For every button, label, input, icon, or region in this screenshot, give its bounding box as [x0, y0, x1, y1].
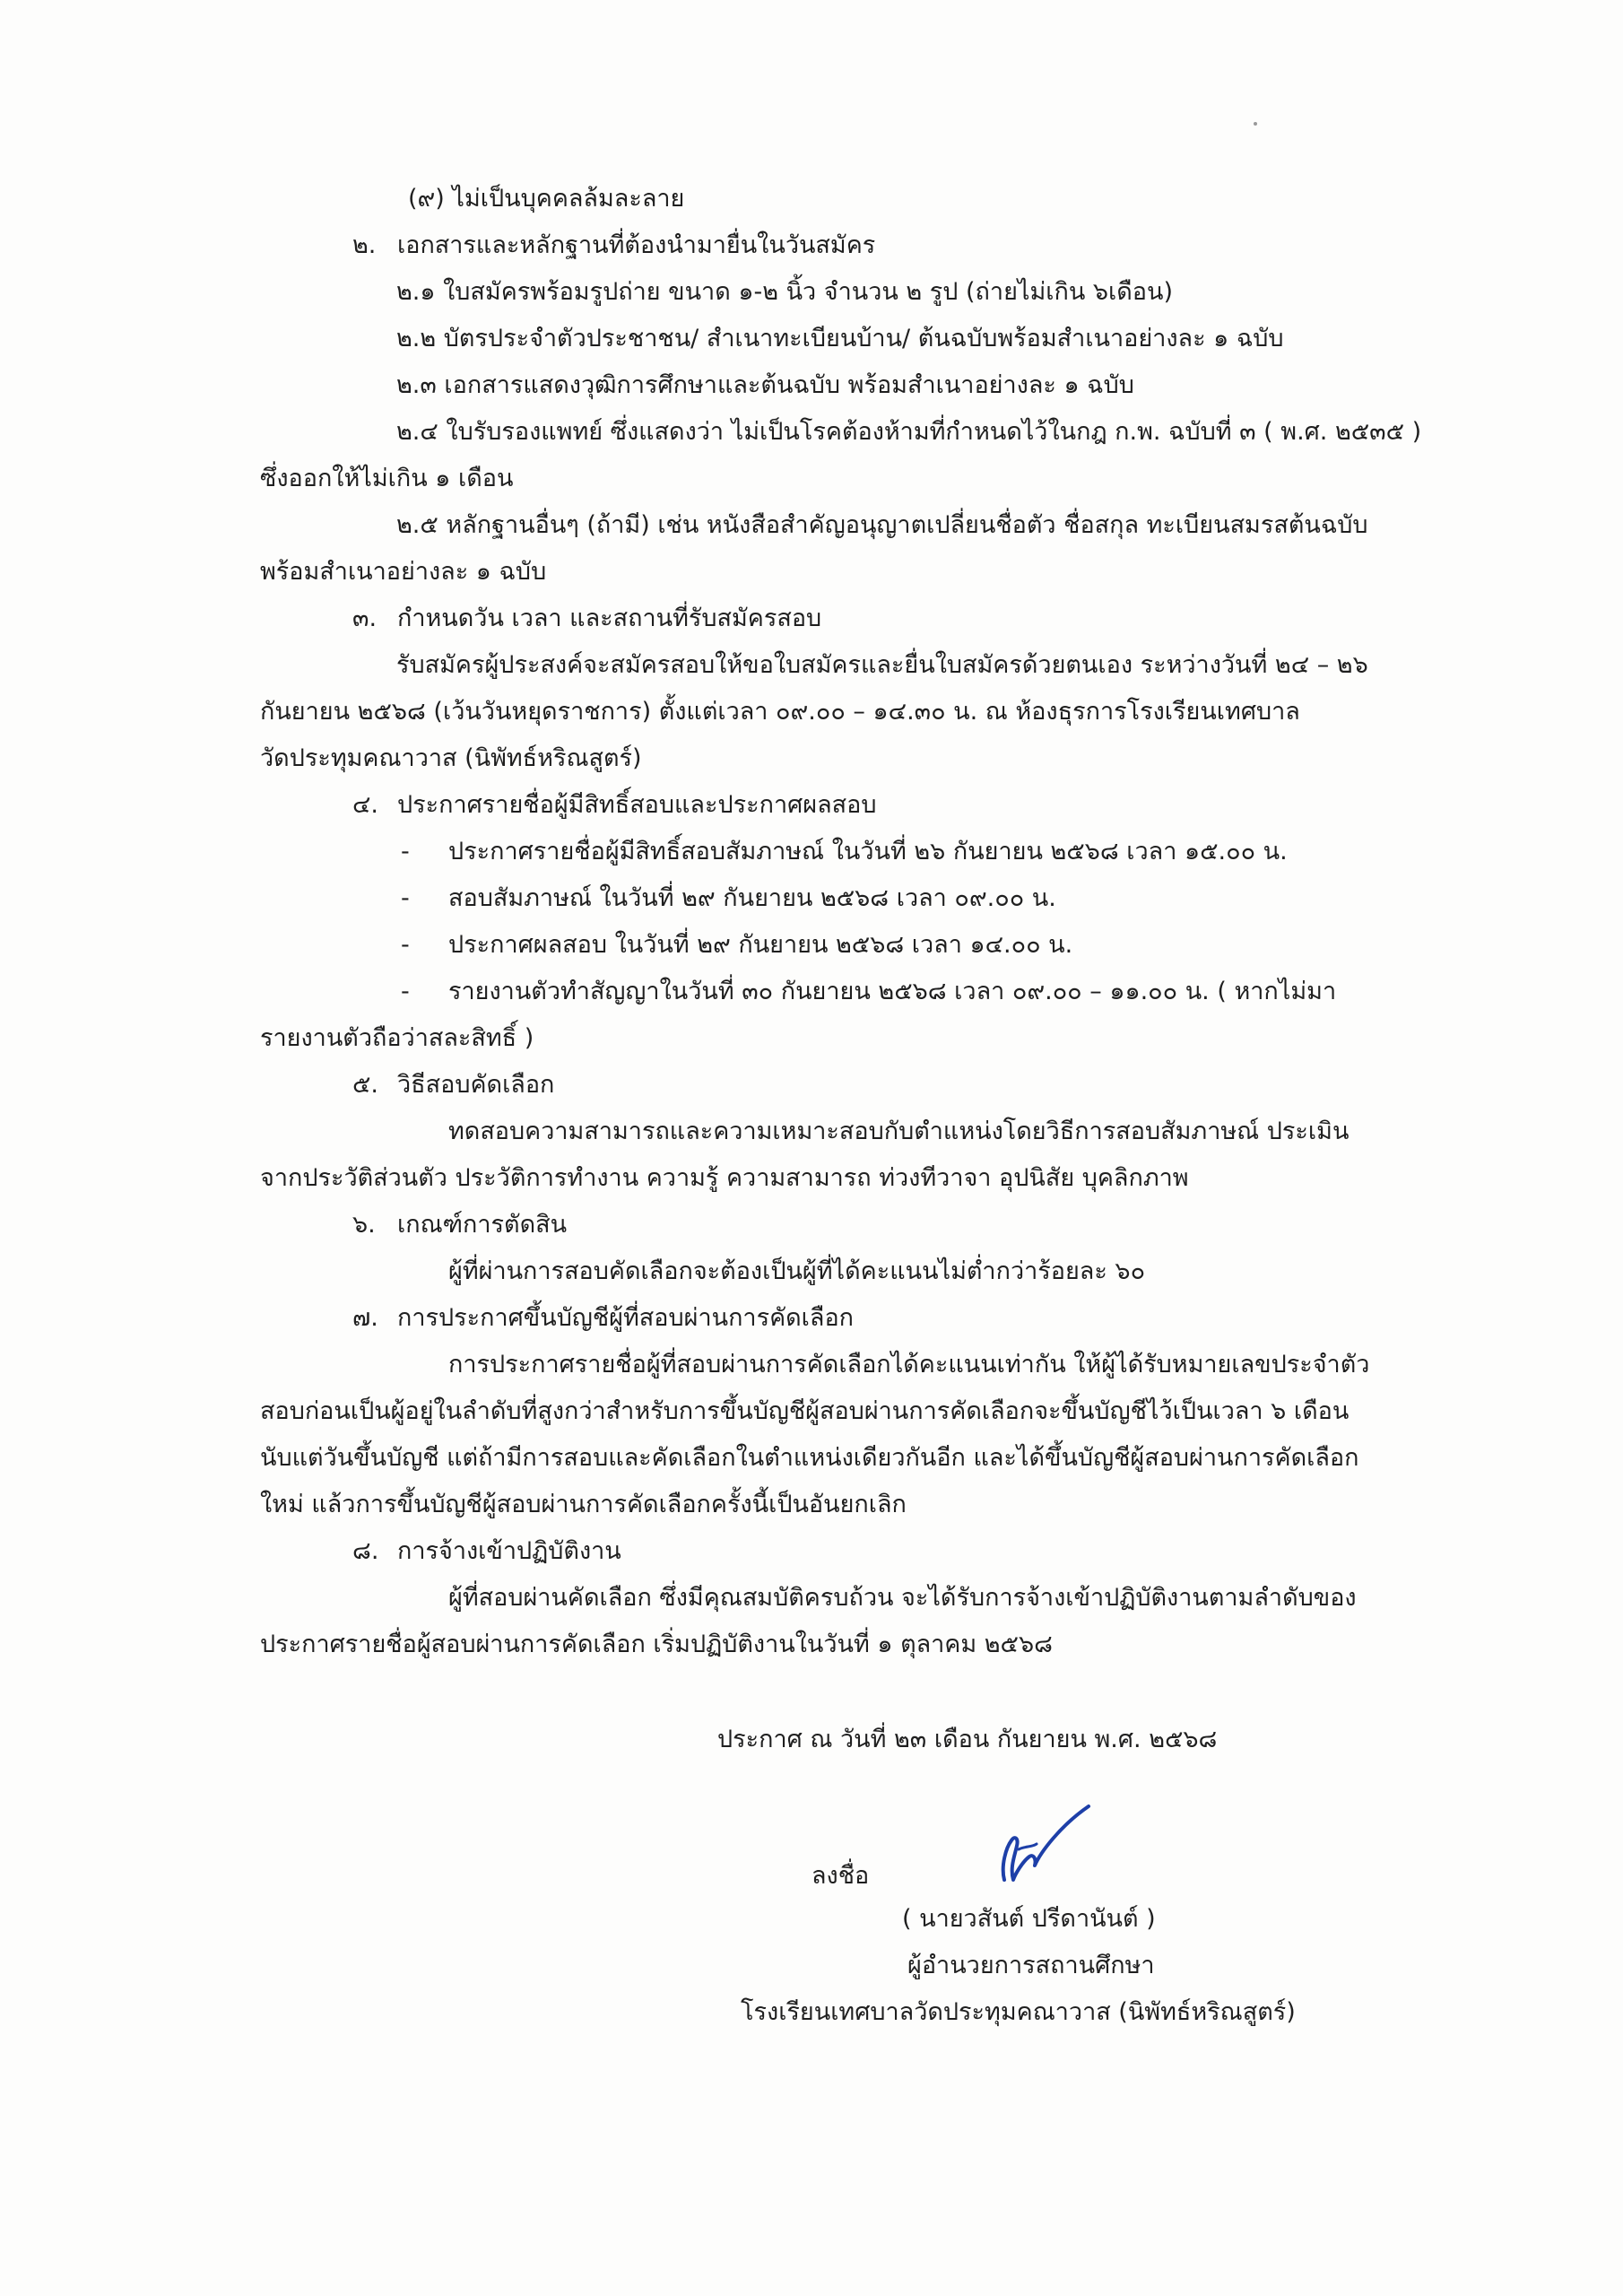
- bullet-dash: -: [401, 838, 410, 865]
- section-4-number: ๔.: [352, 791, 379, 819]
- section-2-1: ๒.๑ ใบสมัครพร้อมรูปถ่าย ขนาด ๑-๒ นิ้ว จำนวน ๒ รูป (ถ่ายไม่เกิน ๖เดือน): [396, 278, 1173, 306]
- scan-speck: [1254, 122, 1257, 126]
- section-2-number: ๒.: [352, 231, 377, 259]
- signatory-name: ( นายวสันต์ ปรีดานันต์ ): [902, 1905, 1156, 1933]
- section-5-number: ๕.: [352, 1071, 379, 1099]
- section-2-5-line1: ๒.๕ หลักฐานอื่นๆ (ถ้ามี) เช่น หนังสือสำคัญอนุญาตเปลี่ยนชื่อตัว ชื่อสกุล ทะเบียนสมรสต้นฉบับ: [396, 511, 1368, 539]
- bullet-dash: -: [401, 978, 410, 1005]
- section-3-para-line3: วัดประทุมคณาวาส (นิพัทธ์หริณสูตร์): [260, 744, 642, 772]
- section-4-bullet-3: ประกาศผลสอบ ในวันที่ ๒๙ กันยายน ๒๕๖๘ เวลา ๑๔.๐๐ น.: [448, 931, 1073, 959]
- section-2-4-line2: ซึ่งออกให้ไม่เกิน ๑ เดือน: [260, 465, 514, 492]
- section-7-para-line4: ใหม่ แล้วการขึ้นบัญชีผู้สอบผ่านการคัดเลือกครั้งนี้เป็นอันยกเลิก: [260, 1491, 907, 1518]
- section-6-number: ๖.: [352, 1211, 376, 1239]
- bullet-dash: -: [401, 884, 410, 912]
- section-8-para-line2: ประกาศรายชื่อผู้สอบผ่านการคัดเลือก เริ่มปฏิบัติงานในวันที่ ๑ ตุลาคม ๒๕๖๘: [260, 1631, 1053, 1658]
- section-5-para-line2: จากประวัติส่วนตัว ประวัติการทำงาน ความรู้ ความสามารถ ท่วงทีวาจา อุปนิสัย บุคลิกภาพ: [260, 1164, 1189, 1192]
- sign-label: ลงชื่อ: [812, 1862, 870, 1890]
- section-6-para: ผู้ที่ผ่านการสอบคัดเลือกจะต้องเป็นผู้ที่ได้คะแนนไม่ต่ำกว่าร้อยละ ๖๐: [448, 1257, 1146, 1285]
- announcement-date: ประกาศ ณ วันที่ ๒๓ เดือน กันยายน พ.ศ. ๒๕๖๘: [717, 1726, 1218, 1753]
- section-3-para-line2: กันยายน ๒๕๖๘ (เว้นวันหยุดราชการ) ตั้งแต่เวลา ๐๙.๐๐ – ๑๔.๓๐ น. ณ ห้องธุรการโรงเรียนเทศบาล: [260, 698, 1300, 726]
- section-4-bullet-4-line2: รายงานตัวถือว่าสละสิทธิ์ ): [260, 1024, 534, 1052]
- section-4-title: ประกาศรายชื่อผู้มีสิทธิ์สอบและประกาศผลสอบ: [397, 791, 877, 819]
- section-8-title: การจ้างเข้าปฏิบัติงาน: [397, 1537, 621, 1565]
- section-7-para-line1: การประกาศรายชื่อผู้ที่สอบผ่านการคัดเลือกได้คะแนนเท่ากัน ให้ผู้ได้รับหมายเลขประจำตัว: [448, 1351, 1370, 1378]
- section-7-para-line3: นับแต่วันขึ้นบัญชี แต่ถ้ามีการสอบและคัดเลือกในตำแหน่งเดียวกันอีก และได้ขึ้นบัญชีผู้สอบผ่านการคัดเลือก: [260, 1444, 1359, 1472]
- section-2-4-line1: ๒.๔ ใบรับรองแพทย์ ซึ่งแสดงว่า ไม่เป็นโรคต้องห้ามที่กำหนดไว้ในกฎ ก.พ. ฉบับที่ ๓ ( พ.ศ. ๒๕๓๕ ): [396, 418, 1422, 446]
- section-2-title: เอกสารและหลักฐานที่ต้องนำมายื่นในวันสมัคร: [397, 231, 876, 259]
- section-5-para-line1: ทดสอบความสามารถและความเหมาะสอบกับตำแหน่งโดยวิธีการสอบสัมภาษณ์ ประเมิน: [448, 1118, 1350, 1145]
- section-3-number: ๓.: [352, 604, 378, 632]
- section-4-bullet-2: สอบสัมภาษณ์ ในวันที่ ๒๙ กันยายน ๒๕๖๘ เวลา ๐๙.๐๐ น.: [448, 884, 1056, 912]
- section-4-bullet-4-line1: รายงานตัวทำสัญญาในวันที่ ๓๐ กันยายน ๒๕๖๘ เวลา ๐๙.๐๐ – ๑๑.๐๐ น. ( หากไม่มา: [448, 978, 1337, 1005]
- item-1-9: (๙) ไม่เป็นบุคคลล้มละลาย: [408, 185, 685, 213]
- section-8-number: ๘.: [352, 1537, 379, 1565]
- section-2-5-line2: พร้อมสำเนาอย่างละ ๑ ฉบับ: [260, 558, 547, 586]
- section-7-number: ๗.: [352, 1304, 378, 1332]
- section-8-para-line1: ผู้ที่สอบผ่านคัดเลือก ซึ่งมีคุณสมบัติครบถ้วน จะได้รับการจ้างเข้าปฏิบัติงานตามลำดับของ: [448, 1584, 1357, 1612]
- section-2-3: ๒.๓ เอกสารแสดงวุฒิการศึกษาและต้นฉบับ พร้อมสำเนาอย่างละ ๑ ฉบับ: [396, 371, 1134, 399]
- bullet-dash: -: [401, 931, 410, 959]
- section-5-title: วิธีสอบคัดเลือก: [397, 1071, 555, 1099]
- section-6-title: เกณฑ์การตัดสิน: [397, 1211, 568, 1239]
- signatory-organization: โรงเรียนเทศบาลวัดประทุมคณาวาส (นิพัทธ์หริณสูตร์): [741, 1998, 1296, 2026]
- section-2-2: ๒.๒ บัตรประจำตัวประชาชน/ สำเนาทะเบียนบ้าน/ ต้นฉบับพร้อมสำเนาอย่างละ ๑ ฉบับ: [396, 325, 1284, 352]
- section-3-title: กำหนดวัน เวลา และสถานที่รับสมัครสอบ: [397, 604, 822, 632]
- section-3-para-line1: รับสมัครผู้ประสงค์จะสมัครสอบให้ขอใบสมัครและยื่นใบสมัครด้วยตนเอง ระหว่างวันที่ ๒๔ – ๒๖: [396, 651, 1368, 679]
- handwritten-signature: [977, 1794, 1103, 1892]
- section-4-bullet-1: ประกาศรายชื่อผู้มีสิทธิ์สอบสัมภาษณ์ ในวันที่ ๒๖ กันยายน ๒๕๖๘ เวลา ๑๕.๐๐ น.: [448, 838, 1288, 865]
- signatory-position: ผู้อำนวยการสถานศึกษา: [907, 1952, 1155, 1979]
- section-7-para-line2: สอบก่อนเป็นผู้อยู่ในลำดับที่สูงกว่าสำหรับการขึ้นบัญชีผู้สอบผ่านการคัดเลือกจะขึ้นบัญชีไว้เป็นเวลา ๖ เดือน: [260, 1397, 1350, 1425]
- section-7-title: การประกาศขึ้นบัญชีผู้ที่สอบผ่านการคัดเลือก: [397, 1304, 855, 1332]
